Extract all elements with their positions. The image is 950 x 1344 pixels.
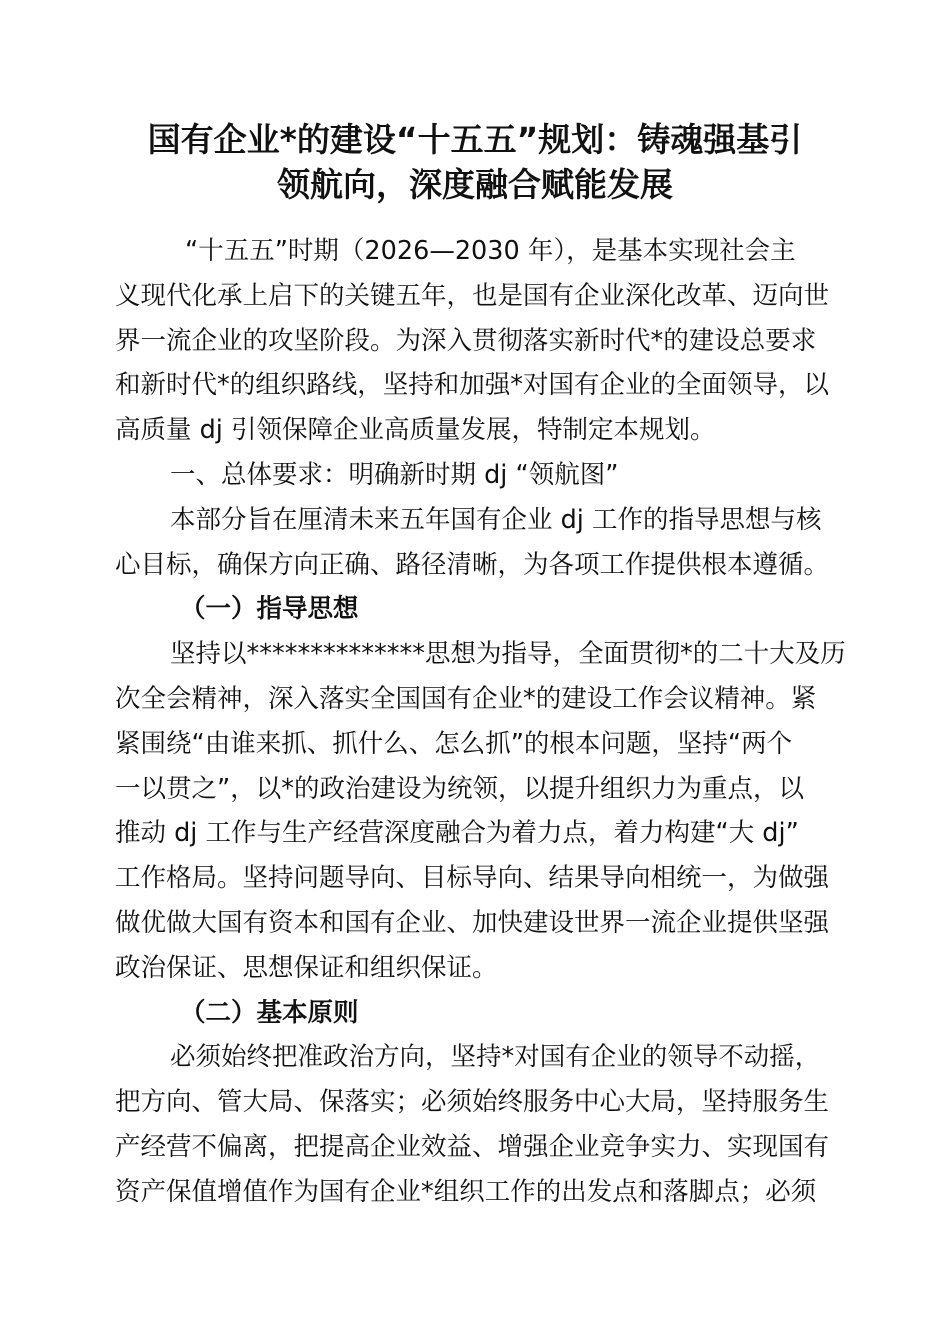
section-heading: （一）指导思想 bbox=[180, 594, 359, 625]
title-line-1: 国有企业*的建设“十五五”规划：铸魂强基引 bbox=[147, 120, 803, 159]
paragraph-line: 和新时代*的组织路线，坚持和加强*对国有企业的全面领导，以 bbox=[115, 370, 830, 401]
paragraph-line: 政治保证、思想保证和组织保证。 bbox=[115, 952, 498, 983]
paragraph-line: 一以贯之”，以*的政治建设为统领，以提升组织力为重点，以 bbox=[115, 773, 804, 804]
paragraph-line: 工作格局。坚持问题导向、目标导向、结果导向相统一，为做强 bbox=[115, 863, 830, 894]
paragraph-line: 必须始终把准政治方向，坚持*对国有企业的领导不动摇， bbox=[170, 1042, 821, 1073]
paragraph-line: 界一流企业的攻坚阶段。为深入贯彻落实新时代*的建设总要求 bbox=[115, 325, 817, 356]
paragraph-line: 资产保值增值作为国有企业*组织工作的出发点和落脚点；必须 bbox=[115, 1176, 817, 1207]
paragraph-line: 本部分旨在厘清未来五年国有企业 dj 工作的指导思想与核 bbox=[170, 504, 822, 535]
paragraph-line: 义现代化承上启下的关键五年，也是国有企业深化改革、迈向世 bbox=[115, 280, 830, 311]
paragraph-line: 次全会精神，深入落实全国国有企业*的建设工作会议精神。紧 bbox=[115, 684, 817, 714]
paragraph-line: 一、总体要求：明确新时期 dj “领航图” bbox=[170, 460, 619, 490]
paragraph-line: “十五五”时期（2026—2030 年），是基本实现社会主 bbox=[185, 236, 796, 266]
section-heading: （二）基本原则 bbox=[180, 997, 359, 1028]
paragraph-line: 紧围绕“由谁来抓、抓什么、怎么抓”的根本问题，坚持“两个 bbox=[115, 728, 793, 759]
paragraph-line: 高质量 dj 引领保障企业高质量发展，特制定本规划。 bbox=[115, 415, 716, 446]
paragraph-line: 产经营不偏离，把提高企业效益、增强企业竞争实力、实现国有 bbox=[115, 1132, 830, 1162]
paragraph-line: 把方向、管大局、保落实；必须始终服务中心大局，坚持服务生 bbox=[115, 1087, 830, 1118]
paragraph-line: 坚持以**************思想为指导，全面贯彻*的二十大及历 bbox=[170, 639, 846, 670]
paragraph-line: 心目标，确保方向正确、路径清晰，为各项工作提供根本遵循。 bbox=[115, 549, 830, 580]
paragraph-line: 做优做大国有资本和国有企业、加快建设世界一流企业提供坚强 bbox=[115, 908, 830, 938]
title-line-2: 领航向，深度融合赋能发展 bbox=[277, 165, 673, 204]
paragraph-line: 推动 dj 工作与生产经营深度融合为着力点，着力构建“大 dj” bbox=[115, 818, 799, 849]
